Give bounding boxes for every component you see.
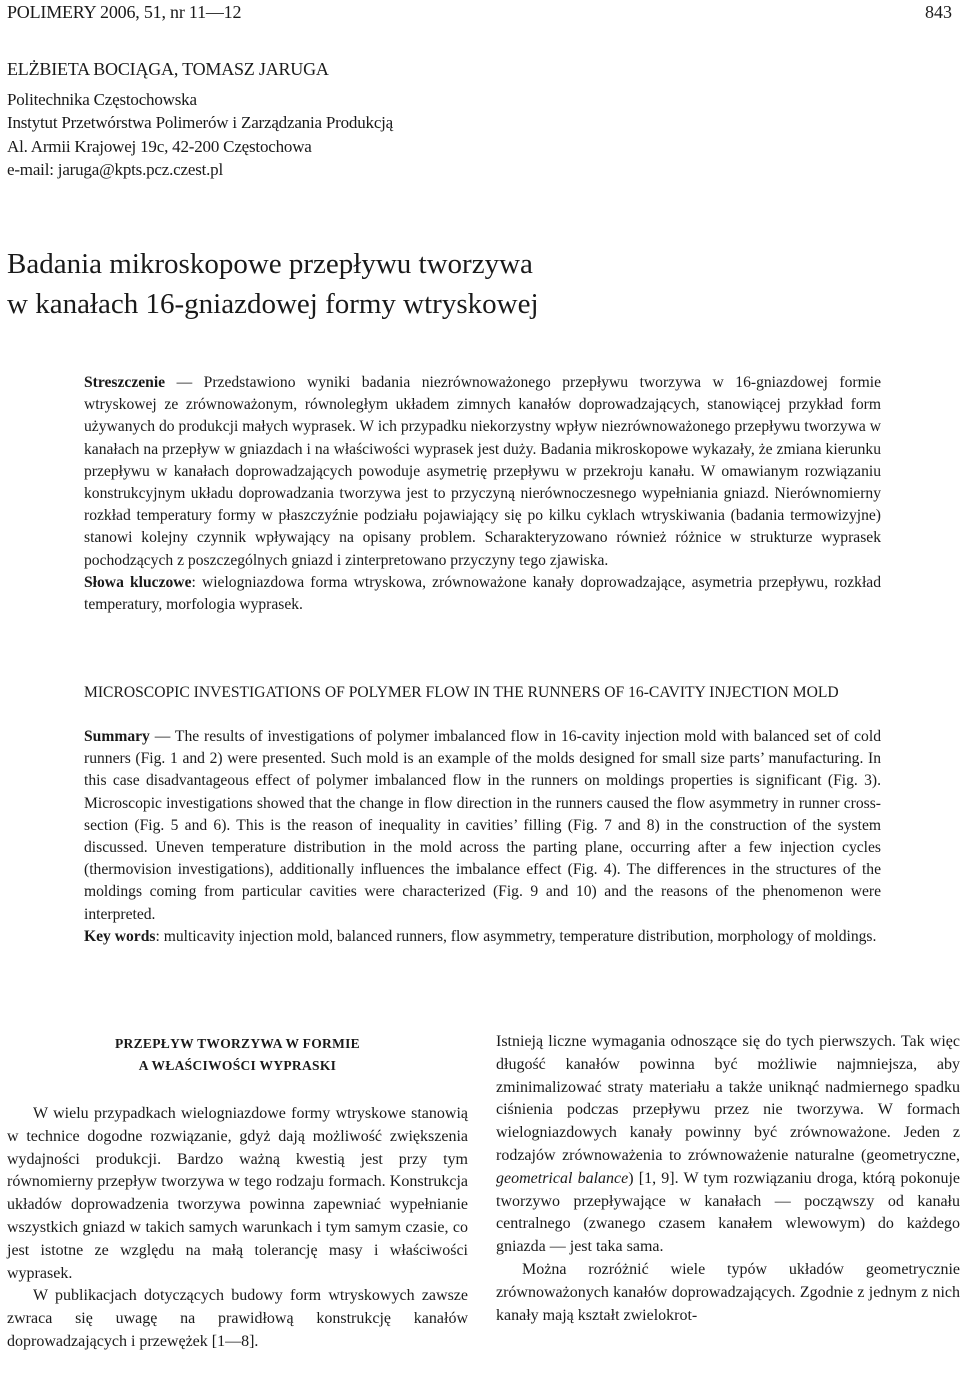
italic-term: geometrical balance <box>496 1169 629 1187</box>
key-words-label: Key words <box>84 927 156 945</box>
paragraph: W publikacjach dotyczących budowy form wtryskowych zawsze zwraca się uwagę na prawidłową konstrukcję kanałów doprowadzających i przewężek [1—8]. <box>7 1287 468 1350</box>
body-column-left <box>7 1033 468 1354</box>
paragraph <box>496 1031 960 1259</box>
key-words-text: : multicavity injection mold, balanced runners, flow asymmetry, temperature distribution, morphology of moldings. <box>155 927 877 945</box>
abstract-text: — Przedstawiono wyniki badania niezrównoważonego przepływu tworzywa w 16-gniazdowej formie wtryskowej ze zrównoważonym, równoległym układem zimnych kanałów doprowadzających, stanowiącej przykład form używanych do produkcji małych wyprasek. W ich przypadku niekorzystny wpływ niezrównoważonego przepływu tworzywa w kanałach na przepływ w gniazdach i na właściwości wyprasek jest duży. Badania mikroskopowe wykazały, że zmiana kierunku przepływu w kanałach doprowadzających powoduje asymetrię przepływu w przekroju kanału. W omawianym rozwiązaniu konstrukcyjnym układu doprowadzania tworzywa jest to przyczyną nierównoczesnego wypełniania gniazd. Nierównomierny rozkład temperatury formy w płaszczyźnie podziału pojawiający się po kilku cyklach wtryskiwania (badania termowizyjne) stanowi kolejny czynnik wpływający na opisany problem. Scharakteryzowano również różnice w strukturze wyprasek pochodzących z poszczególnych gniazd i zinterpretowano przyczyny tego zjawiska. <box>84 374 881 569</box>
keywords-text: : wielogniazdowa forma wtryskowa, zrównoważone kanały doprowadzające, asymetria przepływu, rozkład temperatury, morfologia wyprasek. <box>84 573 881 614</box>
section-heading <box>7 1033 468 1077</box>
summary-label: Summary <box>84 728 150 745</box>
affiliation-line: Politechnika Częstochowska <box>7 90 197 109</box>
paragraph: W wielu przypadkach wielogniazdowe formy wtryskowe stanowią w technice dogodne rozwiązanie, gdyż dają możliwość zwiększenia wydajności produkcji. Bardzo ważną kwestią jest przy tym równomierny przepływ tworzywa w tego rodzaju formach. Konstrukcja układów doprowadzenia tworzywa powinna zapewniać wypełnianie wszystkich gniazd w takich samych warunkach i tym samym czasie, co jest istotne ze względu na małą tolerancję masy i właściwości wyprasek. <box>7 1105 468 1282</box>
abstract-label: Streszczenie <box>84 374 166 391</box>
page-number: 843 <box>925 2 952 22</box>
title-line: Badania mikroskopowe przepływu tworzywa <box>7 248 533 280</box>
article-title <box>7 244 539 324</box>
affiliation-line: Instytut Przetwórstwa Polimerów i Zarządzania Produkcją <box>7 113 394 133</box>
affiliation-email: e-mail: jaruga@kpts.pcz.czest.pl <box>7 159 224 179</box>
authors: ELŻBIETA BOCIĄGA, TOMASZ JARUGA <box>7 59 329 79</box>
affiliation-line: Al. Armii Krajowej 19c, 42-200 Częstochowa <box>7 136 312 156</box>
affiliation <box>7 88 393 181</box>
summary-text: — The results of investigations of polymer imbalanced flow in 16-cavity injection mold with balanced set of cold runners (Fig. 1 and 2) were presented. Such mold is an example of the molds designed for small size parts’ manufacturing. In this case disadvantageous effect of polymer imbalanced flow in the runners on moldings properties is significant (Fig. 3). Microscopic investigations showed that the change in flow direction in the runners caused the flow asymmetry in runner cross-section (Fig. 5 and 6). This is the reason of inequality in cavities’ filling (Fig. 7 and 8) in the construction of the system discussed. Uneven temperature distribution in the mold across the parting plane, occurring after a few injection cycles (thermovision investigations), additionally influences the imbalance effect (Fig. 4). The differences in the structures of the moldings coming from particular cavities were characterized (Fig. 9 and 10) and the reasons of the phenomenon were interpreted. <box>84 728 881 923</box>
journal-header: POLIMERY 2006, 51, nr 11—12 <box>7 2 242 22</box>
title-line: w kanałach 16-gniazdowej formy wtryskowej <box>7 288 539 320</box>
section-heading-line: A WŁAŚCIWOŚCI WYPRASKI <box>138 1058 337 1073</box>
section-heading-line: PRZEPŁYW TWORZYWA W FORMIE <box>115 1036 360 1051</box>
english-title: MICROSCOPIC INVESTIGATIONS OF POLYMER FLOW IN THE RUNNERS OF 16-CAVITY INJECTION MOLD <box>84 684 839 701</box>
paragraph-text: Istnieją liczne wymagania odnoszące się do tych pierwszych. Tak więc długość kanałów powinna być możliwie najmniejsza, aby zminimalizować straty materiału a także uniknąć nadmiernego spadku ciśnienia podczas przepływu przez nie tworzywa. W formach wielogniazdowych kanały powinny być zrównoważone. Jeden z rodzajów zrównoważenia to zrównoważenie naturalne (geometryczne, <box>496 1033 960 1164</box>
body-column-right <box>496 1031 960 1327</box>
paragraph: Można rozróżnić wiele typów układów geometrycznie zrównoważonych kanałów doprowadzających. Zgodnie z jednym z nich kanały mają kształt zwielokrot- <box>496 1260 960 1324</box>
paragraph-text: ) [1, 9]. W tym rozwiązaniu droga, którą pokonuje tworzywo przepływające w kanałach — począwszy od kanału centralnego (zwanego czasem kanałem wlewowym) do każdego gniazda — jest taka sama. <box>496 1169 960 1256</box>
abstract-pl <box>84 372 881 616</box>
keywords-label: Słowa kluczowe <box>84 573 192 591</box>
summary-en <box>84 726 881 948</box>
